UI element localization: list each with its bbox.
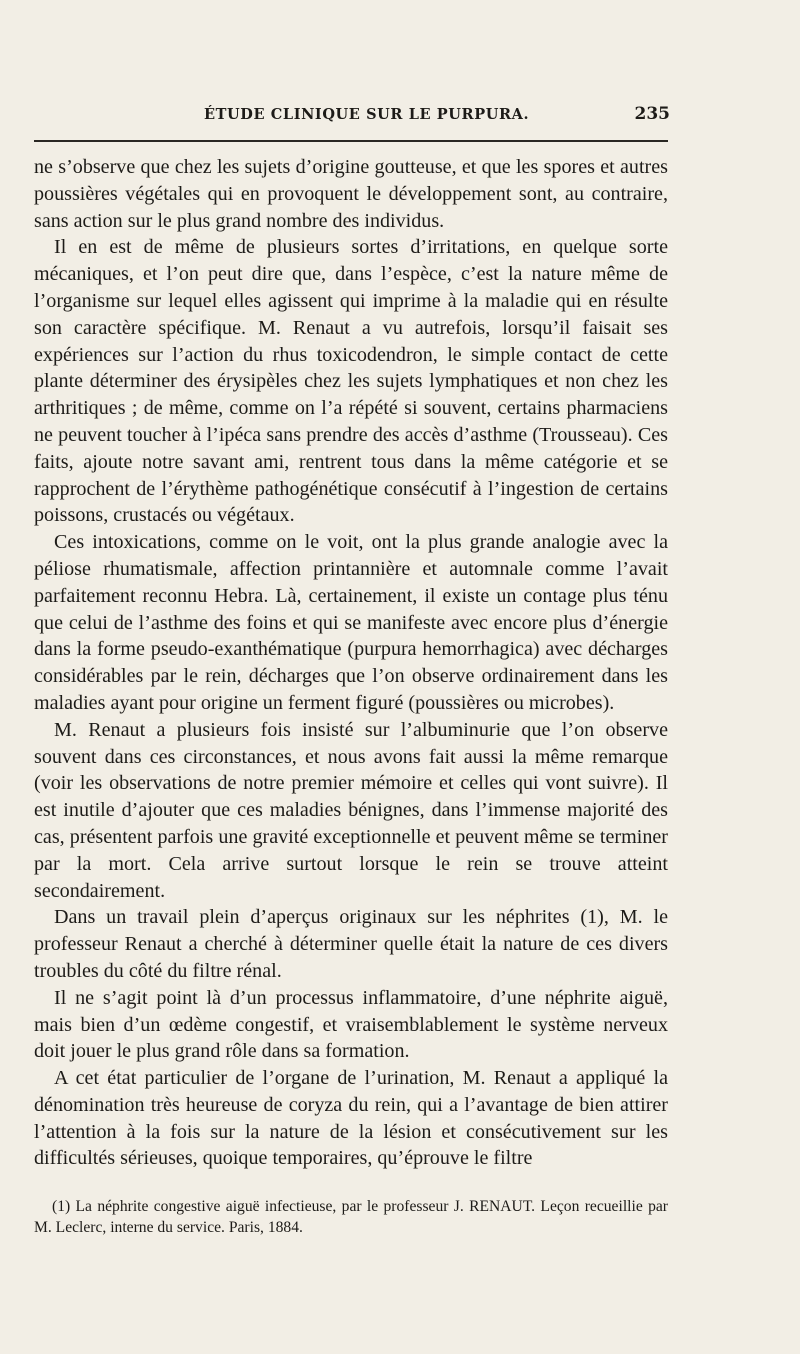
footnote: [34, 1196, 668, 1238]
paragraph: ne s’observe que chez les sujets d’origine goutteuse, et que les spores et autres poussières végétales qui en provoquent le développement sont, au contraire, sans action sur le plus grand nombre des individus.: [34, 156, 668, 232]
paragraph: Dans un travail plein d’aperçus originaux sur les néphrites (1), M. le professeur Renaut a cherché à déterminer quelle était la nature de ces divers troubles du côté du filtre rénal.: [34, 906, 668, 982]
paragraph: Il ne s’agit point là d’un processus inflammatoire, d’une néphrite aiguë, mais bien d’un œdème congestif, et vraisemblablement le système nerveux doit jouer le plus grand rôle dans sa formation.: [34, 986, 668, 1063]
body-text: [34, 154, 668, 1172]
paragraph: M. Renaut a plusieurs fois insisté sur l’albuminurie que l’on observe souvent dans ces circonstances, et nous avons fait aussi la même remarque (voir les observations de notre premier mémoire et celles qui vont suivre). Il est inutile d’ajouter que ces maladies bénignes, dans l’immense majorité des cas, présentent parfois une gravité exceptionnelle et peuvent même se terminer par la mort. Cela arrive surtout lorsque le rein se trouve atteint secondairement.: [34, 718, 668, 902]
paragraph: Ces intoxications, comme on le voit, ont la plus grande analogie avec la péliose rhumatismale, affection printannière et automnale comme l’avait parfaitement reconnu Hebra. Là, certainement, il existe un contage plus ténu que celui de l’asthme des foins et qui se manifeste avec encore plus d’énergie dans la forme pseudo-exanthématique (purpura hemorrhagica) avec décharges considérables par le rein, décharges que l’on observe ordinairement dans les maladies ayant pour origine un ferment figuré (poussières ou microbes).: [34, 531, 668, 714]
running-title: ÉTUDE CLINIQUE SUR LE PURPURA.: [204, 106, 530, 123]
page-number: 235: [634, 104, 670, 124]
paragraph: A cet état particulier de l’organe de l’urination, M. Renaut a appliqué la dénomination très heureuse de coryza du rein, qui a l’avantage de bien attirer l’attention à la fois sur la nature de la lésion et consécutivement sur les difficultés sérieuses, quoique temporaires, qu’éprouve le filtre: [34, 1067, 668, 1170]
paragraph: Il en est de même de plusieurs sortes d’irritations, en quelque sorte mécaniques, et l’on peut dire que, dans l’espèce, c’est la nature même de l’organisme sur lequel elles agissent qui imprime à la maladie qui en résulte son caractère spécifique. M. Renaut a vu autrefois, lorsqu’il faisait ses expériences sur l’action du rhus toxicodendron, le simple contact de cette plante déterminer des érysipèles chez les sujets lymphatiques et non chez les arthritiques ; de même, comme on l’a répété si souvent, certains pharmaciens ne peuvent toucher à l’ipéca sans prendre des accès d’asthme (Trousseau). Ces faits, ajoute notre savant ami, rentrent tous dans la même catégorie et se rapprochent de l’érythème pathogénétique consécutif à l’ingestion de certains poissons, crustacés ou végétaux.: [34, 236, 668, 527]
footnote-text: (1) La néphrite congestive aiguë infectieuse, par le professeur J. RENAUT. Leçon recueillie par M. Leclerc, interne du service. Paris, 1884.: [34, 1198, 668, 1236]
running-header: [34, 106, 668, 132]
header-rule: [34, 140, 668, 142]
